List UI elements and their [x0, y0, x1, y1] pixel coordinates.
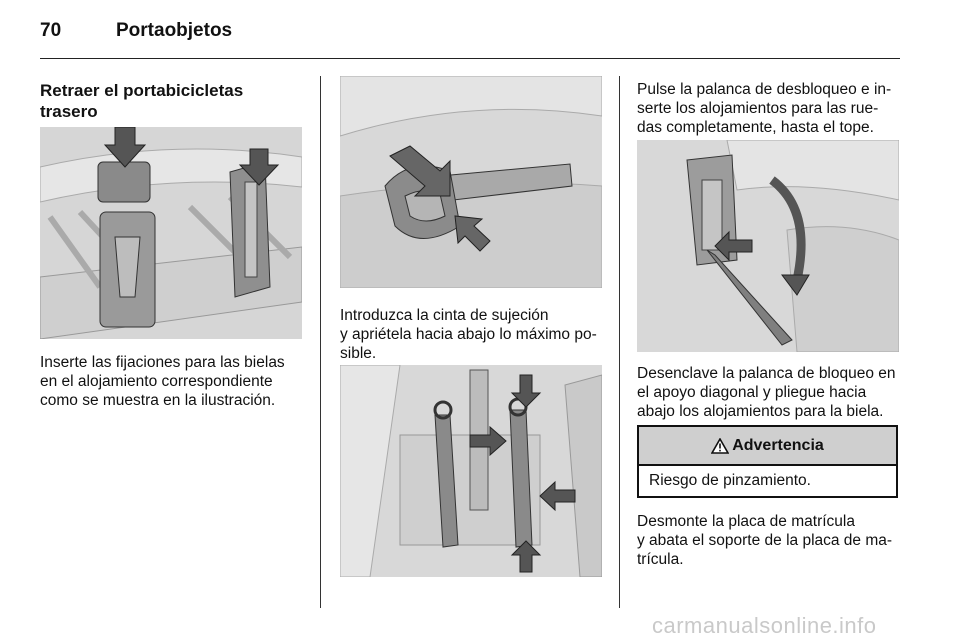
figure-strap	[340, 76, 602, 288]
text-line: y apriétela hacia abajo lo máximo po-	[340, 326, 597, 343]
figure-rod-mounts	[40, 127, 302, 339]
text-line: sible.	[340, 345, 377, 362]
col3-paragraph-bottom	[637, 512, 907, 569]
header-rule	[40, 58, 900, 59]
text-line: abajo los alojamientos para la biela.	[637, 403, 884, 420]
warning-text: Riesgo de pinzamiento.	[649, 472, 811, 489]
column-divider-1	[320, 76, 321, 608]
figure-wheel-mounts	[340, 365, 602, 577]
text-line: en el alojamiento correspondiente	[40, 373, 273, 390]
text-line: y abata el soporte de la placa de ma-	[637, 532, 893, 549]
text-line: el apoyo diagonal y pliegue hacia	[637, 384, 867, 401]
warning-triangle-icon	[711, 438, 729, 454]
page-title: Portaobjetos	[116, 20, 233, 41]
col2-paragraph	[340, 306, 610, 363]
text-line: das completamente, hasta el tope.	[637, 119, 874, 136]
col1-paragraph	[40, 353, 310, 410]
text-line: Pulse la palanca de desbloqueo e in-	[637, 81, 892, 98]
col3-paragraph-top	[637, 80, 907, 137]
warning-title: Advertencia	[732, 436, 824, 454]
page-number: 70	[40, 20, 62, 41]
text-line: serte los alojamientos para las rue-	[637, 100, 879, 117]
col3-paragraph-mid	[637, 364, 907, 421]
watermark: carmanualsonline.info	[652, 613, 877, 638]
figure-lock-lever	[637, 140, 899, 352]
warning-header	[639, 427, 896, 466]
text-line: Desmonte la placa de matrícula	[637, 513, 855, 530]
column-divider-2	[619, 76, 620, 608]
warning-box	[637, 425, 898, 498]
text-line: Introduzca la cinta de sujeción	[340, 307, 549, 324]
text-line: Inserte las fijaciones para las bielas	[40, 354, 285, 371]
section-heading: Retraer el portabicicletas trasero	[40, 81, 244, 121]
text-line: trícula.	[637, 551, 684, 568]
text-line: Desenclave la palanca de bloqueo en	[637, 365, 896, 382]
text-line: como se muestra en la ilustración.	[40, 392, 276, 409]
